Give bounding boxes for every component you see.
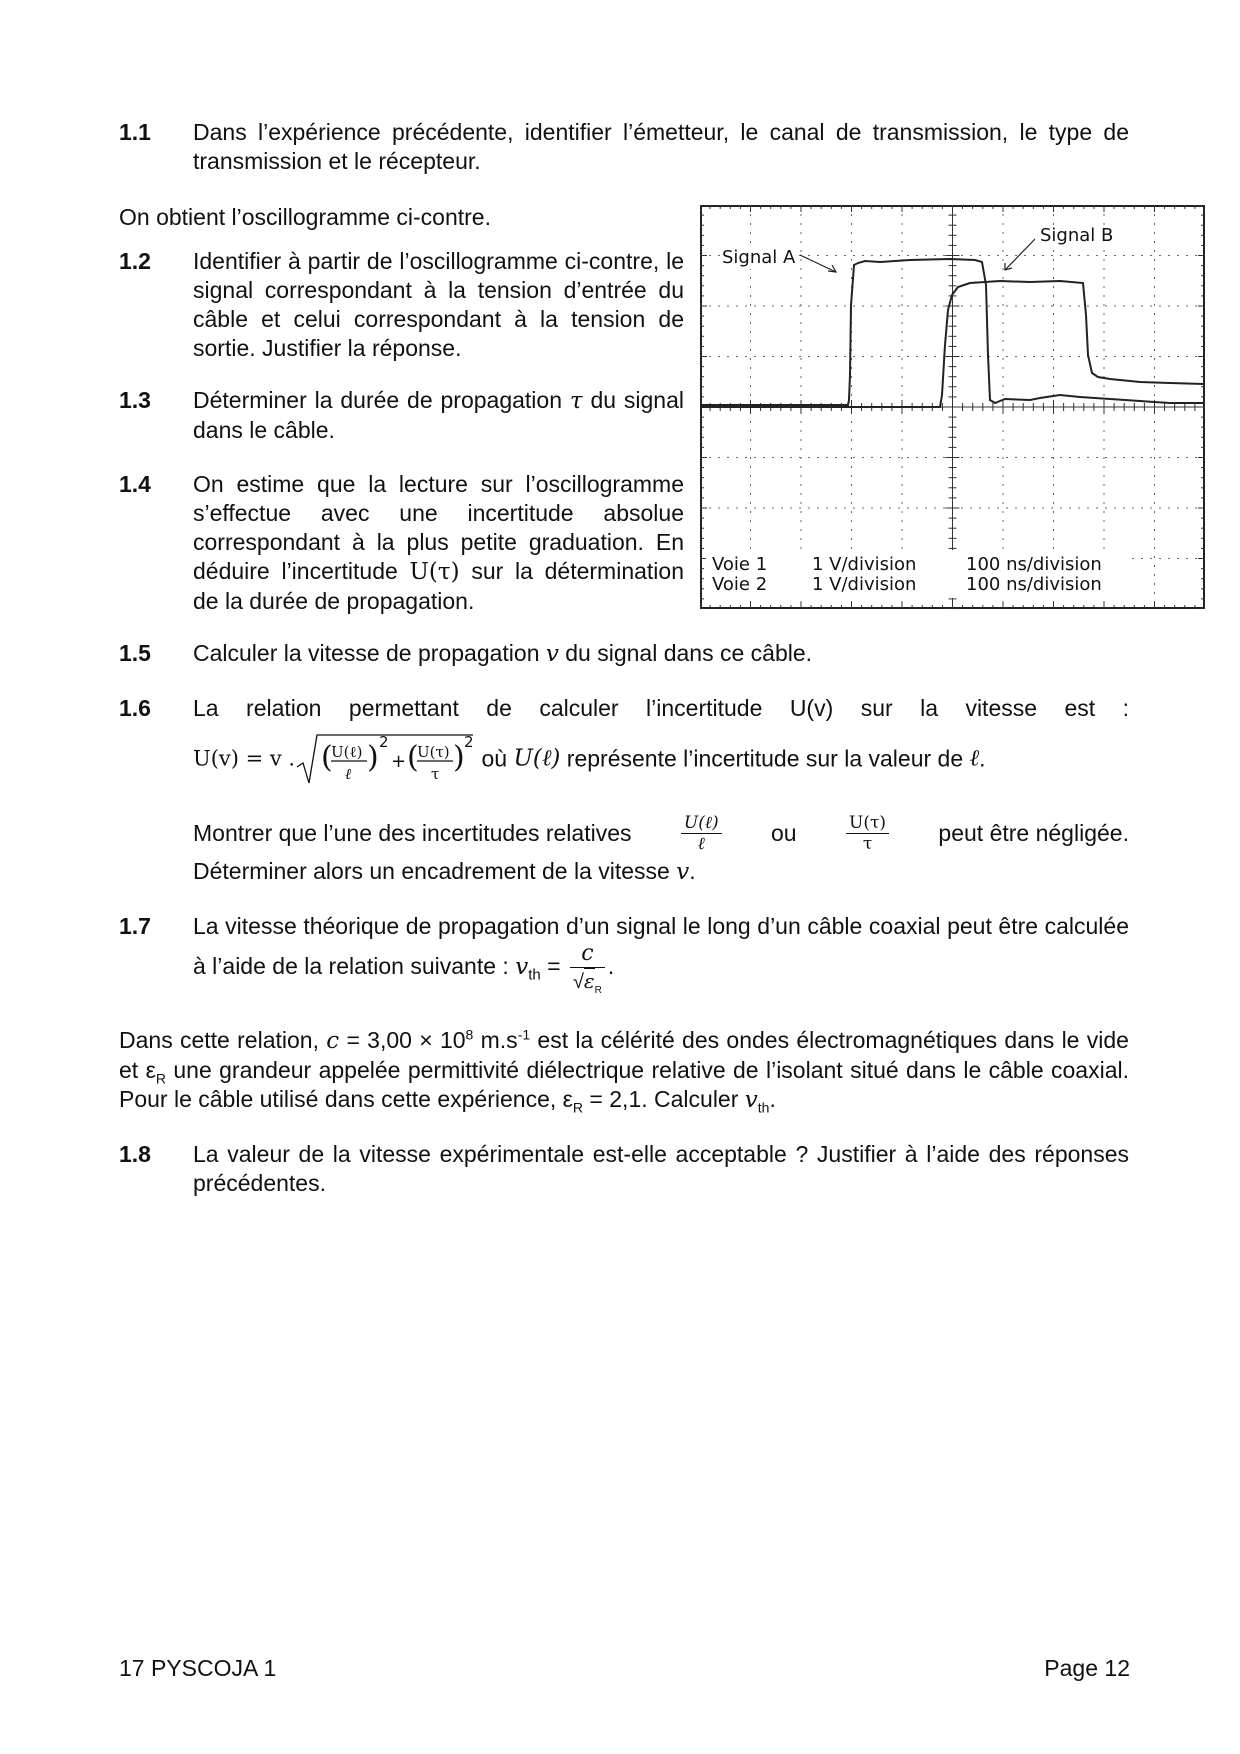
relative-text-or: ou: [771, 819, 797, 846]
question-number: 1.5: [119, 640, 151, 666]
exponent-2: 2: [464, 733, 474, 751]
signal-b-label: Signal B: [1040, 225, 1114, 246]
signal-a-label: Signal A: [722, 247, 796, 268]
voie-2-timebase: 100 ns/division: [966, 574, 1102, 595]
question-text: La vitesse théorique de propagation d’un signal le long d’un câble coaxial peut être calculée à l’aide de la relation suivante : $v_{th}$ = $\frac{c}{√\varepsilon_R}$ .: [193, 913, 1129, 996]
relative-text-after: peut être négligée.: [938, 819, 1129, 846]
relative-text-before: Montrer que l’une des incertitudes relatives: [193, 819, 632, 846]
sqrt-svg: [295, 731, 475, 787]
paren-close-1: ): [367, 740, 379, 775]
relative-uncertainties-line: [193, 811, 1129, 855]
question-number: 1.2: [119, 248, 151, 274]
relative-uncertainty-duration: $\frac{U(\tau)}{\tau}$: [846, 813, 889, 854]
question-number: 1.6: [119, 695, 151, 721]
sqrt-expression: [295, 731, 475, 787]
question-text: Dans l’expérience précédente, identifier l’émetteur, le canal de transmission, le type de transmission et le récepteur.: [193, 119, 1129, 174]
oscillogram-svg: [700, 205, 1205, 609]
uncertainty-formula: U(v) = v . ( U(ℓ) ℓ ) 2 + ( U(τ) τ ) 2 où U(ℓ) représente l’incertitude sur la valeur de ℓ.: [193, 731, 1129, 789]
question-number: 1.4: [119, 471, 151, 497]
question-1-5: [119, 639, 1129, 669]
voie-1-sensitivity: 1 V/division: [812, 554, 917, 575]
theoretical-velocity-fraction: $\frac{c}{√\varepsilon_R}$: [570, 941, 605, 995]
intro-text: On obtient l’oscillogramme ci-contre.: [119, 204, 491, 230]
paren-open-1: (: [321, 740, 333, 775]
ell-symbol: ℓ: [969, 745, 980, 772]
question-1-4: [119, 470, 684, 616]
u-ell-symbol: U(ℓ): [513, 745, 561, 772]
voie-1-timebase: 100 ns/division: [966, 554, 1102, 575]
question-1-7: [119, 912, 1129, 995]
frac1-denominator: ℓ: [345, 765, 352, 783]
question-number: 1.3: [119, 387, 151, 413]
question-text: La valeur de la vitesse expérimentale est-elle acceptable ? Justifier à l’aide des réponses précédentes.: [193, 1141, 1129, 1196]
footer-page-number: Page 12: [1044, 1655, 1130, 1681]
u-tau-symbol: U(τ): [409, 559, 460, 585]
paren-open-2: (: [407, 740, 419, 775]
tau-symbol: τ: [569, 388, 583, 414]
question-text: Calculer la vitesse de propagation v du signal dans ce câble.: [193, 640, 813, 667]
paren-close-2: ): [453, 740, 465, 775]
relative-uncertainty-length: $\frac{\text{U(ℓ)}}{\text{ℓ}}$: [681, 813, 722, 854]
question-text: On estime que la lecture sur l’oscillogramme s’effectue avec une incertitude absolue correspondant à la plus petite graduation. En déduire l’incertitude U(τ) sur la détermination de la durée de propagation.: [193, 471, 684, 614]
voie-2-sensitivity: 1 V/division: [812, 574, 917, 595]
question-1-2: [119, 247, 684, 363]
question-number: 1.1: [119, 119, 151, 145]
question-text: La relation permettant de calculer l’incertitude U(v) sur la vitesse est :: [193, 695, 1129, 721]
question-1-6: [119, 694, 1129, 887]
question-number: 1.8: [119, 1141, 151, 1167]
question-1-1: [119, 118, 1129, 176]
question-text: Déterminer la durée de propagation τ du signal dans le câble.: [193, 387, 684, 443]
paragraph-permittivity: Dans cette relation, $c = 3,00 \times 10^8$ $m.s^{-1}$ est la célérité des ondes électromagnétiques dans le vide et $\varepsilon_R$ une grandeur appelée permittivité diélectrique relative de l’isolant situé dans le câble coaxial. Pour le câble utilisé dans cette expérience, $\varepsilon_R = 2,1$. Calculer $v_{th}$.: [119, 1026, 1129, 1116]
frac2-numerator: U(τ): [417, 743, 450, 761]
oscillogram: [700, 205, 1205, 609]
frac1-numerator: U(ℓ): [331, 743, 363, 761]
question-number: 1.7: [119, 913, 151, 939]
question-1-3: [119, 386, 684, 445]
voie-2-label: Voie 2: [712, 574, 768, 595]
exponent-1: 2: [379, 733, 389, 751]
v-symbol: v: [545, 641, 559, 667]
plus-sign: +: [391, 751, 407, 772]
formula-lhs: U(v) = v .: [193, 746, 296, 771]
question-1-8: [119, 1140, 1129, 1198]
footer-reference: 17 PYSCOJA 1: [119, 1655, 277, 1681]
question-text-2: Déterminer alors un encadrement de la vitesse v.: [193, 858, 696, 885]
question-text: Identifier à partir de l’oscillogramme ci-contre, le signal correspondant à la tension d’entrée du câble et celui correspondant à la tension de sortie. Justifier la réponse.: [193, 248, 684, 361]
voie-1-label: Voie 1: [712, 554, 768, 575]
frac2-denominator: τ: [431, 765, 440, 783]
